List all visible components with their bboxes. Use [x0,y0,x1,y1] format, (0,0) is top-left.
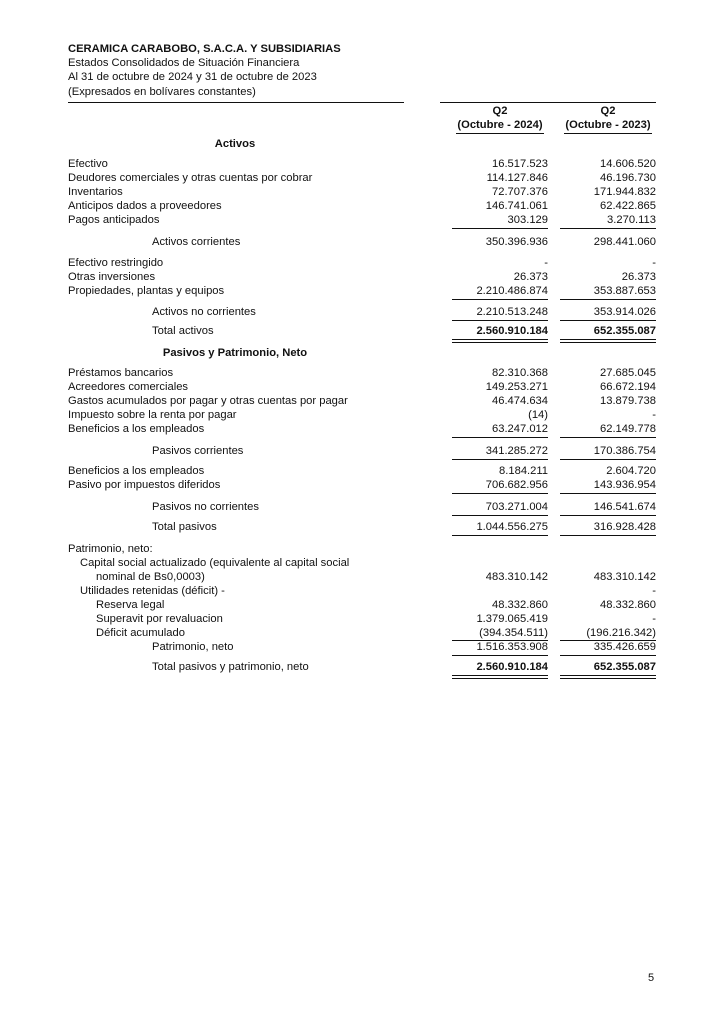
value-2024: 706.682.956 [485,479,548,491]
row-label: Beneficios a los empleados [68,423,205,435]
row-label: Beneficios a los empleados [68,465,205,477]
row-label: Reserva legal [96,599,165,611]
subtotal-rule [452,493,548,494]
value-2023: 652.355.087 [593,661,656,673]
table-row [0,380,724,394]
value-2023: - [652,409,656,421]
value-2023: 146.541.674 [593,501,656,513]
value-2024: 46.474.634 [492,395,548,407]
value-2024: 114.127.846 [486,172,548,184]
value-2023: - [652,585,656,597]
row-label: Préstamos bancarios [68,367,174,379]
value-2023: 143.936.954 [593,479,656,491]
table-row [0,366,724,380]
value-2024: 1.379.065.419 [476,613,548,625]
subtotal-rule [452,515,548,516]
subtotal-rule [452,299,548,300]
column-header-2024 [452,104,548,134]
value-2023: 2.604.720 [606,465,656,477]
statement-title: Estados Consolidados de Situación Financiera [68,57,300,69]
row-label: Pasivos no corrientes [152,501,259,513]
table-row [0,478,724,492]
value-2024: - [544,257,548,269]
value-2023: 353.887.653 [593,285,656,297]
table-row [0,171,724,185]
row-label: Total pasivos [152,521,217,533]
value-2023: 170.386.754 [593,445,656,457]
value-2023: 62.149.778 [600,423,656,435]
value-2024: 48.332.860 [492,599,548,611]
page-number: 5 [648,972,655,984]
value-2023: 483.310.142 [593,571,656,583]
value-2024: 483.310.142 [485,571,548,583]
value-2023: - [652,257,656,269]
value-2024: 63.247.012 [492,423,548,435]
subtotal-row [0,305,724,319]
table-row [0,157,724,171]
value-2023: 316.928.428 [593,521,656,533]
value-2023: 13.879.738 [600,395,656,407]
value-2023: 14.606.520 [600,158,656,170]
value-2024: 341.285.272 [485,445,548,457]
table-row [0,626,724,640]
row-label: Pagos anticipados [68,214,160,226]
value-2024: 2.210.513.248 [476,306,548,318]
table-row [0,270,724,284]
row-label: Pasivos corrientes [152,445,244,457]
total-double-rule [560,675,656,679]
section-title-pasivos: Pasivos y Patrimonio, Neto [162,347,308,359]
value-2024: 2.560.910.184 [476,661,548,673]
row-label: Superavit por revaluacion [96,613,223,625]
row-label: nominal de Bs0,0003) [96,571,205,583]
subtotal-rule [560,459,656,460]
row-label: Patrimonio, neto [152,641,234,653]
total-row [0,660,724,674]
table-row [0,199,724,213]
table-row [0,256,724,270]
column-label: (Octubre - 2024) [456,118,543,134]
subtotal-rule [560,535,656,536]
total-row [0,520,724,534]
subtotal-row [0,235,724,249]
row-label: Otras inversiones [68,271,156,283]
value-2024: 2.210.486.874 [476,285,548,297]
subtotal-rule [452,535,548,536]
table-row [0,570,724,584]
value-2024: 350.396.936 [485,236,548,248]
total-double-rule [452,339,548,343]
row-label: Activos corrientes [152,236,241,248]
table-row [0,464,724,478]
value-2024: 1.044.556.275 [476,521,548,533]
row-label: Inventarios [68,186,123,198]
value-2024: 26.373 [513,271,548,283]
table-row [0,185,724,199]
subtotal-row [0,500,724,514]
subtotal-rule [560,437,656,438]
column-header-divider [440,102,656,103]
subtotal-rule [452,655,548,656]
total-double-rule [452,675,548,679]
row-label: Patrimonio, neto: [68,543,153,555]
row-label: Gastos acumulados por pagar y otras cuentas por pagar [68,395,348,407]
value-2024: 303.129 [507,214,548,226]
value-2024: 72.707.376 [492,186,548,198]
subtotal-row [0,640,724,654]
column-period: Q2 [600,105,616,117]
table-row [0,422,724,436]
table-row [0,408,724,422]
row-label: Capital social actualizado (equivalente al capital social [80,557,350,569]
row-label: Activos no corrientes [152,306,256,318]
value-2024: 703.271.004 [485,501,548,513]
subtotal-rule [560,320,656,321]
value-2023: 27.685.045 [600,367,656,379]
column-header-2023 [560,104,656,134]
column-label: (Octubre - 2023) [564,118,651,134]
value-2023: 335.426.659 [593,641,656,653]
subtotal-rule [452,320,548,321]
section-title-activos: Activos [214,138,256,150]
row-label: Impuesto sobre la renta por pagar [68,409,237,421]
subtotal-rule [452,459,548,460]
company-name: CERAMICA CARABOBO, S.A.C.A. Y SUBSIDIARIAS [68,43,341,55]
table-row [0,213,724,227]
value-2023: 48.332.860 [600,599,656,611]
value-2024: 1.516.353.908 [476,641,548,653]
value-2024: 146.741.061 [485,200,548,212]
table-row [0,612,724,626]
value-2023: 353.914.026 [593,306,656,318]
row-label: Deudores comerciales y otras cuentas por cobrar [68,172,313,184]
row-label: Anticipos dados a proveedores [68,200,222,212]
row-label: Total activos [152,325,214,337]
row-label: Utilidades retenidas (déficit) - [80,585,225,597]
row-label: Déficit acumulado [96,627,185,639]
value-2023: 298.441.060 [593,236,656,248]
value-2023: 171.944.832 [593,186,656,198]
row-label: Propiedades, plantas y equipos [68,285,225,297]
total-row [0,324,724,338]
value-2023: 652.355.087 [593,325,656,337]
row-label: Pasivo por impuestos diferidos [68,479,221,491]
value-2024: 16.517.523 [492,158,548,170]
subtotal-rule [560,515,656,516]
total-double-rule [560,339,656,343]
subtotal-rule [560,493,656,494]
date-line: Al 31 de octubre de 2024 y 31 de octubre de 2023 [68,71,317,83]
value-2023: 26.373 [621,271,656,283]
value-2024: (14) [528,409,548,421]
header-divider [68,102,404,103]
table-row [0,556,724,570]
value-2023: (196.216.342) [586,627,656,639]
value-2024: 2.560.910.184 [476,325,548,337]
value-2023: - [652,613,656,625]
table-row [0,598,724,612]
value-2023: 66.672.194 [600,381,656,393]
subtotal-rule [452,437,548,438]
subtotal-row [0,444,724,458]
subtotal-rule [560,655,656,656]
value-2023: 46.196.730 [600,172,656,184]
column-period: Q2 [492,105,508,117]
value-2024: (394.354.511) [479,627,548,639]
row-label: Acreedores comerciales [68,381,189,393]
table-row [0,542,724,556]
currency-note: (Expresados en bolívares constantes) [68,86,256,98]
row-label: Total pasivos y patrimonio, neto [152,661,309,673]
value-2023: 3.270.113 [607,214,656,226]
table-row [0,284,724,298]
row-label: Efectivo [68,158,108,170]
subtotal-rule [560,299,656,300]
table-row [0,584,724,598]
value-2024: 82.310.368 [492,367,548,379]
value-2023: 62.422.865 [600,200,656,212]
subtotal-rule [560,228,656,229]
table-row [0,394,724,408]
row-label: Efectivo restringido [68,257,164,269]
subtotal-rule [452,228,548,229]
value-2024: 149.253.271 [485,381,548,393]
value-2024: 8.184.211 [499,465,548,477]
